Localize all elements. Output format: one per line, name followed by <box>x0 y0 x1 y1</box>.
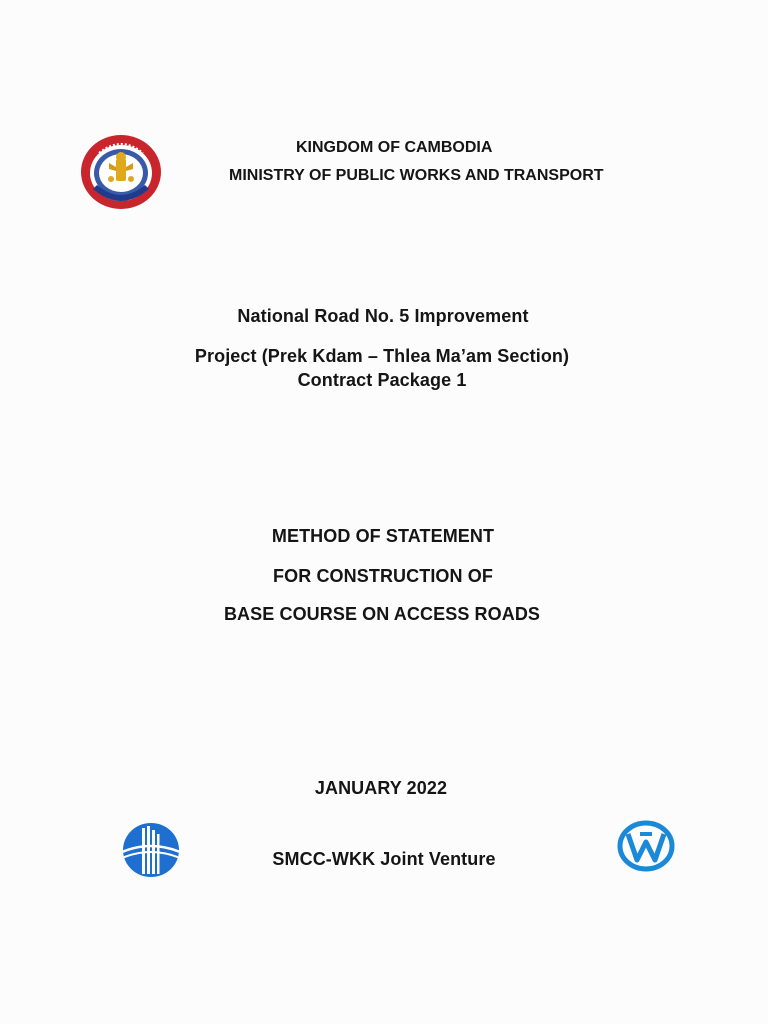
project-title-line1: National Road No. 5 Improvement <box>237 306 529 326</box>
contractor-name: SMCC-WKK Joint Venture <box>272 849 496 869</box>
project-title-line3: Contract Package 1 <box>297 370 467 390</box>
document-title-line3: BASE COURSE ON ACCESS ROADS <box>223 604 541 624</box>
document-date: JANUARY 2022 <box>314 778 448 798</box>
project-title-line2: Project (Prek Kdam – Thlea Ma’am Section) <box>194 346 570 366</box>
document-title-line1: METHOD OF STATEMENT <box>271 526 495 546</box>
document-title-line2: FOR CONSTRUCTION OF <box>273 566 493 586</box>
ministry-seal-icon <box>79 133 163 211</box>
ministry-heading: MINISTRY OF PUBLIC WORKS AND TRANSPORT <box>229 167 604 184</box>
wkk-logo-icon <box>617 820 675 872</box>
country-heading: KINGDOM OF CAMBODIA <box>296 139 493 156</box>
